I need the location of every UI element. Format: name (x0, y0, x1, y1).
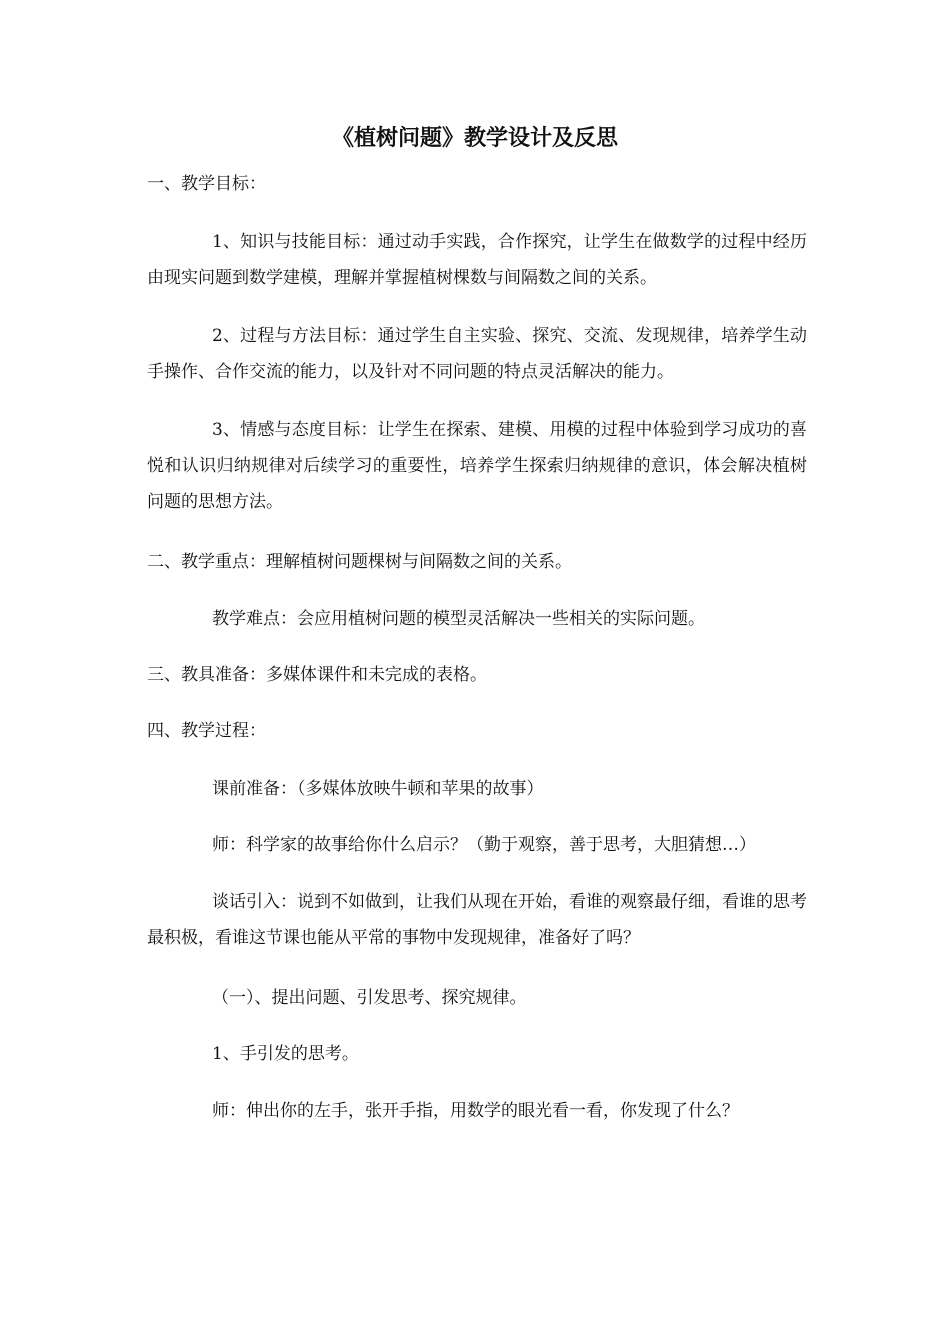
section-heading-teaching-aids: 三、教具准备：多媒体课件和未完成的表格。 (147, 665, 487, 685)
subsection-heading-1: （一）、提出问题、引发思考、探究规律。 (212, 988, 527, 1008)
paragraph-hand-thinking: 1、手引发的思考。 (212, 1044, 359, 1064)
section-heading-objectives: 一、教学目标： (147, 174, 266, 194)
document-title: 《植树问题》教学设计及反思 (331, 125, 618, 151)
paragraph-introduction: 谈话引入：说到不如做到，让我们从现在开始，看谁的观察最仔细，看谁的思考最积极，看谁这节课也能从平常的事物中发现规律，准备好了吗？ (147, 892, 807, 948)
paragraph-attitude-goal: 3、情感与态度目标：让学生在探索、建模、用模的过程中体验到学习成功的喜悦和认识归纳规律对后续学习的重要性，培养学生探索归纳规律的意识，体会解决植树问题的思想方法。 (147, 420, 807, 512)
paragraph-knowledge-goal: 1、知识与技能目标：通过动手实践，合作探究，让学生在做数学的过程中经历由现实问题到数学建模，理解并掌握植树棵数与间隔数之间的关系。 (147, 232, 807, 288)
section-heading-process: 四、教学过程： (147, 721, 266, 741)
paragraph-teacher-question: 师：科学家的故事给你什么启示？（勤于观察，善于思考，大胆猜想…） (212, 835, 756, 855)
section-heading-key-point: 二、教学重点：理解植树问题棵树与间隔数之间的关系。 (147, 552, 572, 572)
paragraph-process-goal: 2、过程与方法目标：通过学生自主实验、探究、交流、发现规律，培养学生动手操作、合作交流的能力，以及针对不同问题的特点灵活解决的能力。 (147, 326, 807, 382)
paragraph-difficult-point: 教学难点：会应用植树问题的模型灵活解决一些相关的实际问题。 (212, 609, 705, 629)
paragraph-preparation: 课前准备：（多媒体放映牛顿和苹果的故事） (212, 779, 544, 799)
paragraph-teacher-instruction: 师：伸出你的左手，张开手指，用数学的眼光看一看，你发现了什么？ (212, 1101, 739, 1121)
